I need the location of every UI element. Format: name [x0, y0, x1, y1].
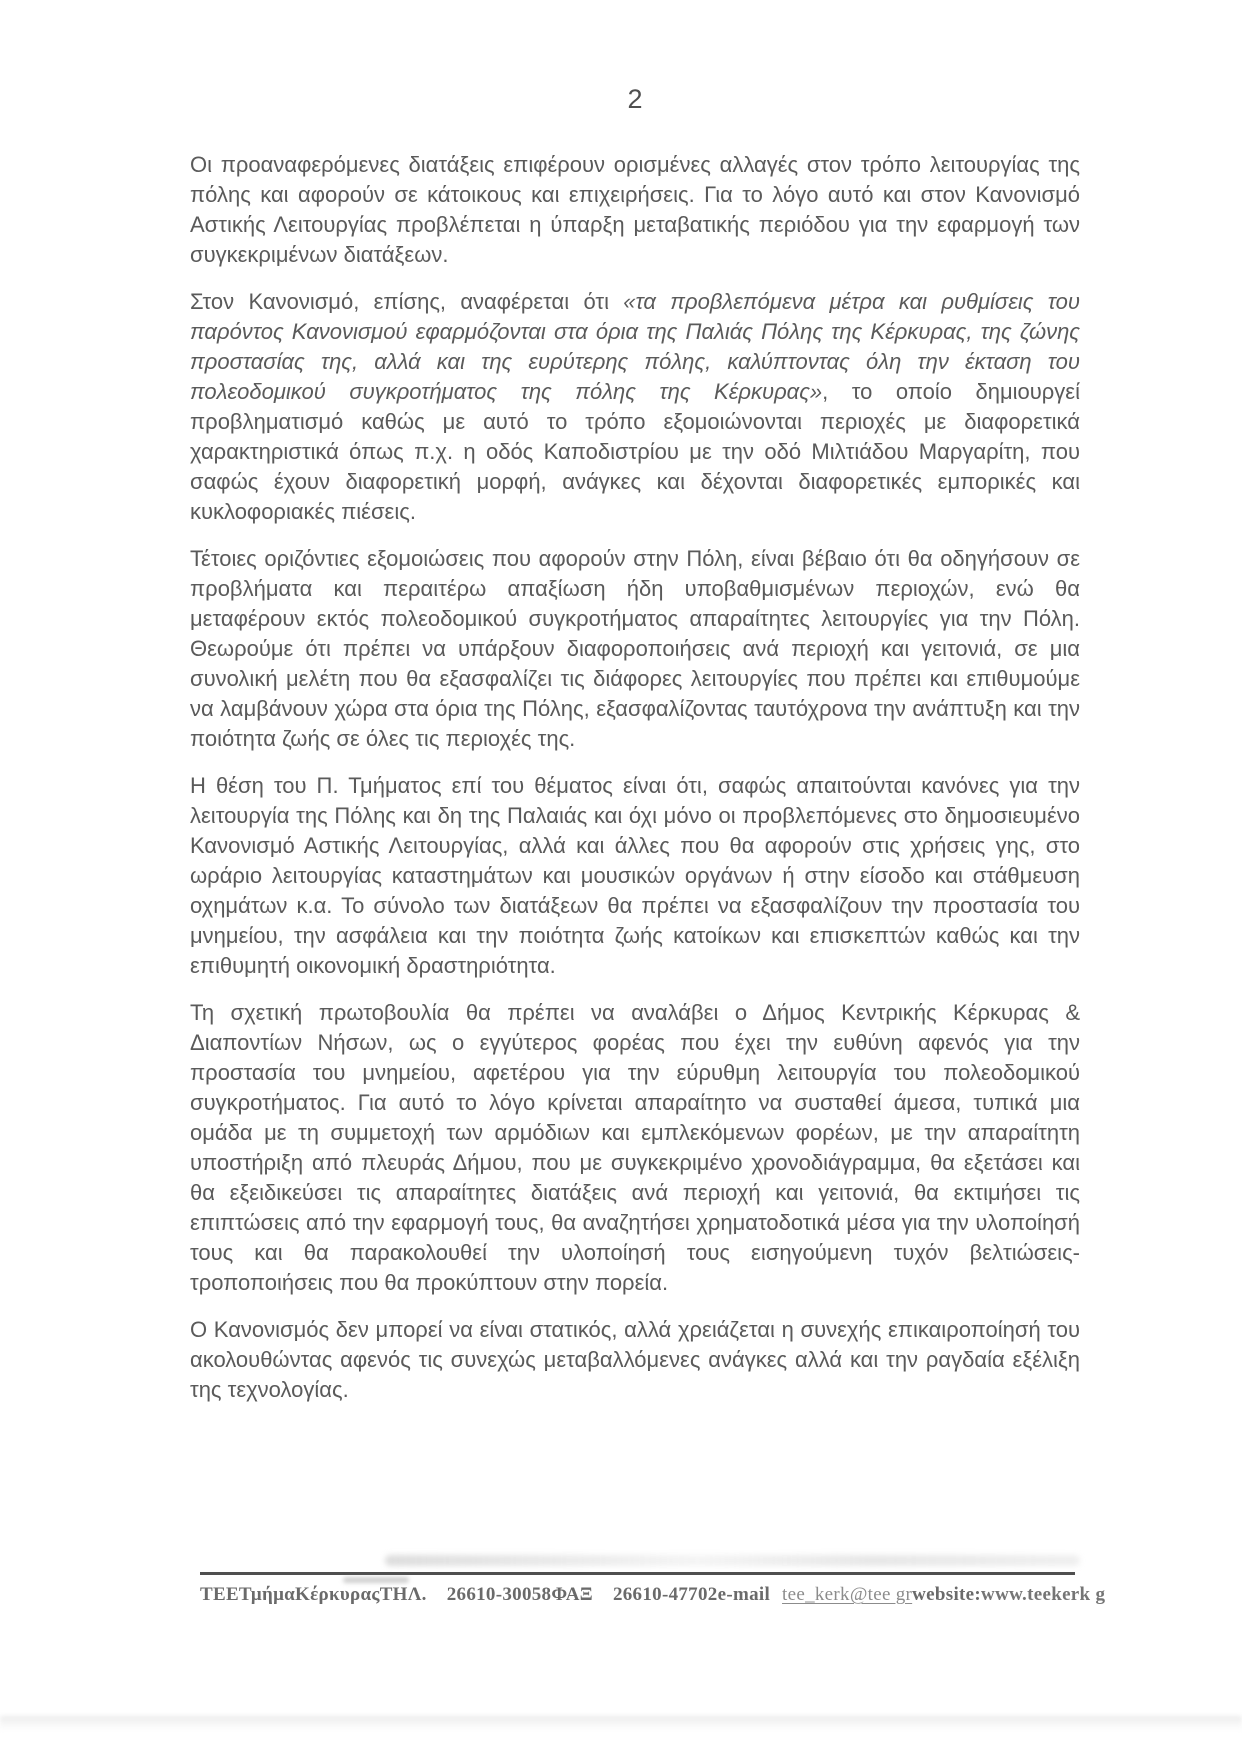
footer-fax-email-label: 26610-47702e-mail: [612, 1584, 771, 1605]
footer-rule: [200, 1572, 1075, 1575]
paragraph-department-position: Η θέση του Π. Τμήματος επί του θέματος είναι ότι, σαφώς απαιτούνται κανόνες για την λειτουργία της Πόλης και δη της Παλαιάς και όχι μόνο οι προβλεπόμενες στο δημοσιευμένο Κανονισμό Αστικής Λειτουργίας, αλλά και άλλες που θα αφορούν στις χρήσεις γης, στο ωράριο λειτουργίας καταστημάτων και μουσικών οργάνων ή στην είσοδο και στάθμευση οχημάτων κ.α. Το σύνολο των διατάξεων θα πρέπει να εξασφαλίζουν την προστασία του μνημείου, την ασφάλεια και την ποιότητα ζωής κατοίκων και επισκεπτών καθώς και την επιθυμητή οικονομική δραστηριότητα.: [190, 773, 1080, 978]
footer-email-link: tee_kerk@tee gr: [782, 1584, 913, 1605]
scan-artifact-above-rule: [385, 1555, 1080, 1566]
paragraph-quote-lead: Στον Κανονισμό, επίσης, αναφέρεται ότι: [190, 289, 624, 314]
scan-artifact-bottom-edge: [0, 1716, 1242, 1731]
footer-phone: 26610-30058ΦΑΞ: [446, 1584, 593, 1605]
paragraph-intro-provisions: Οι προαναφερόμενες διατάξεις επιφέρουν ορισμένες αλλαγές στον τρόπο λειτουργίας της πόλης και αφορούν σε κάτοικους και επιχειρήσεις. Για το λόγο αυτό και στον Κανονισμό Αστικής Λειτουργίας προβλέπεται η ύπαρξη μεταβατικής περιόδου για την εφαρμογή των συγκεκριμένων διατάξεων.: [190, 152, 1080, 267]
paragraph-quote-tail: , το οποίο δημιουργεί προβληματισμό καθώς με αυτό το τρόπο εξομοιώνονται περιοχές με διαφορετικά χαρακτηριστικά όπως π.χ. η οδός Καποδιστρίου με την οδό Μιλτιάδου Μαργαρίτη, που σαφώς έχουν διαφορετική μορφή, ανάγκες και δέχονται διαφορετικές εμπορικές και κυκλοφοριακές πιέσεις.: [190, 379, 1080, 524]
paragraph-regulation-not-static: Ο Κανονισμός δεν μπορεί να είναι στατικός, αλλά χρειάζεται η συνεχής επικαιροποίησή του ακολουθώντας αφενός τις συνεχώς μεταβαλλόμενες ανάγκες αλλά και την ραγδαία εξέλιξη της τεχνολογίας.: [190, 1317, 1080, 1402]
paragraph-municipality-initiative: Τη σχετική πρωτοβουλία θα πρέπει να αναλάβει ο Δήμος Κεντρικής Κέρκυρας & Διαποντίων Νήσων, ως ο εγγύτερος φορέας που έχει την ευθύνη αφενός για την προστασία του μνημείου, αφετέρου για την εύρυθμη λειτουργία του πολεοδομικού συγκροτήματος. Για αυτό το λόγο κρίνεται απαραίτητο να συσταθεί άμεσα, τυπικά μια ομάδα με τη συμμετοχή των αρμόδιων και εμπλεκόμενων φορέων, με την απαραίτητη υποστήριξη από πλευράς Δήμου, που με συγκεκριμένο χρονοδιάγραμμα, θα εξετάσει και θα εξειδικεύσει τις απαραίτητες διατάξεις ανά περιοχή και γειτονιά, θα εκτιμήσει τις επιπτώσεις από την εφαρμογή τους, θα αναζητήσει χρηματοδοτικά μέσα για την υλοποίησή τους και θα παρακολουθεί την υλοποίησή τους εισηγούμενη τυχόν βελτιώσεις-τροποποιήσεις που θα προκύπτουν στην πορεία.: [190, 1000, 1080, 1295]
paragraph-regulation-quote: [190, 287, 1080, 527]
footer-org-label: ΤΕΕΤμήμαΚέρκυραςΤΗΛ.: [200, 1584, 427, 1605]
paragraph-quote-italic: «τα προβλεπόμενα μέτρα και ρυθμίσεις του παρόντος Κανονισμού εφαρμόζονται στα όρια της Παλιάς Πόλης της Κέρκυρας, της ζώνης προστασίας της, αλλά και της ευρύτερης πόλης, καλύπτοντας όλη την έκταση του πολεοδομικού συγκροτήματος της πόλης της Κέρκυρας»: [190, 289, 1081, 404]
page-number: 2: [627, 84, 643, 114]
paragraph-horizontal-equalizations: Τέτοιες οριζόντιες εξομοιώσεις που αφορούν στην Πόλη, είναι βέβαιο ότι θα οδηγήσουν σε προβλήματα και περαιτέρω απαξίωση ήδη υποβαθμισμένων περιοχών, ενώ θα μεταφέρουν εκτός πολεοδομικού συγκροτήματος απαραίτητες λειτουργίες για την Πόλη. Θεωρούμε ότι πρέπει να υπάρξουν διαφοροποιήσεις ανά περιοχή και γειτονιά, σε μια συνολική μελέτη που θα εξασφαλίζει τις διάφορες λειτουργίες που πρέπει και επιθυμούμε να λαμβάνουν χώρα στα όρια της Πόλης, εξασφαλίζοντας ταυτόχρονα την ανάπτυξη και την ποιότητα ζωής σε όλες τις περιοχές της.: [190, 546, 1080, 751]
footer-website-label: website:: [912, 1584, 982, 1605]
footer: [200, 1583, 1120, 1607]
document-body: [190, 150, 1080, 1422]
footer-website-url: www.teekerk g: [981, 1584, 1106, 1605]
